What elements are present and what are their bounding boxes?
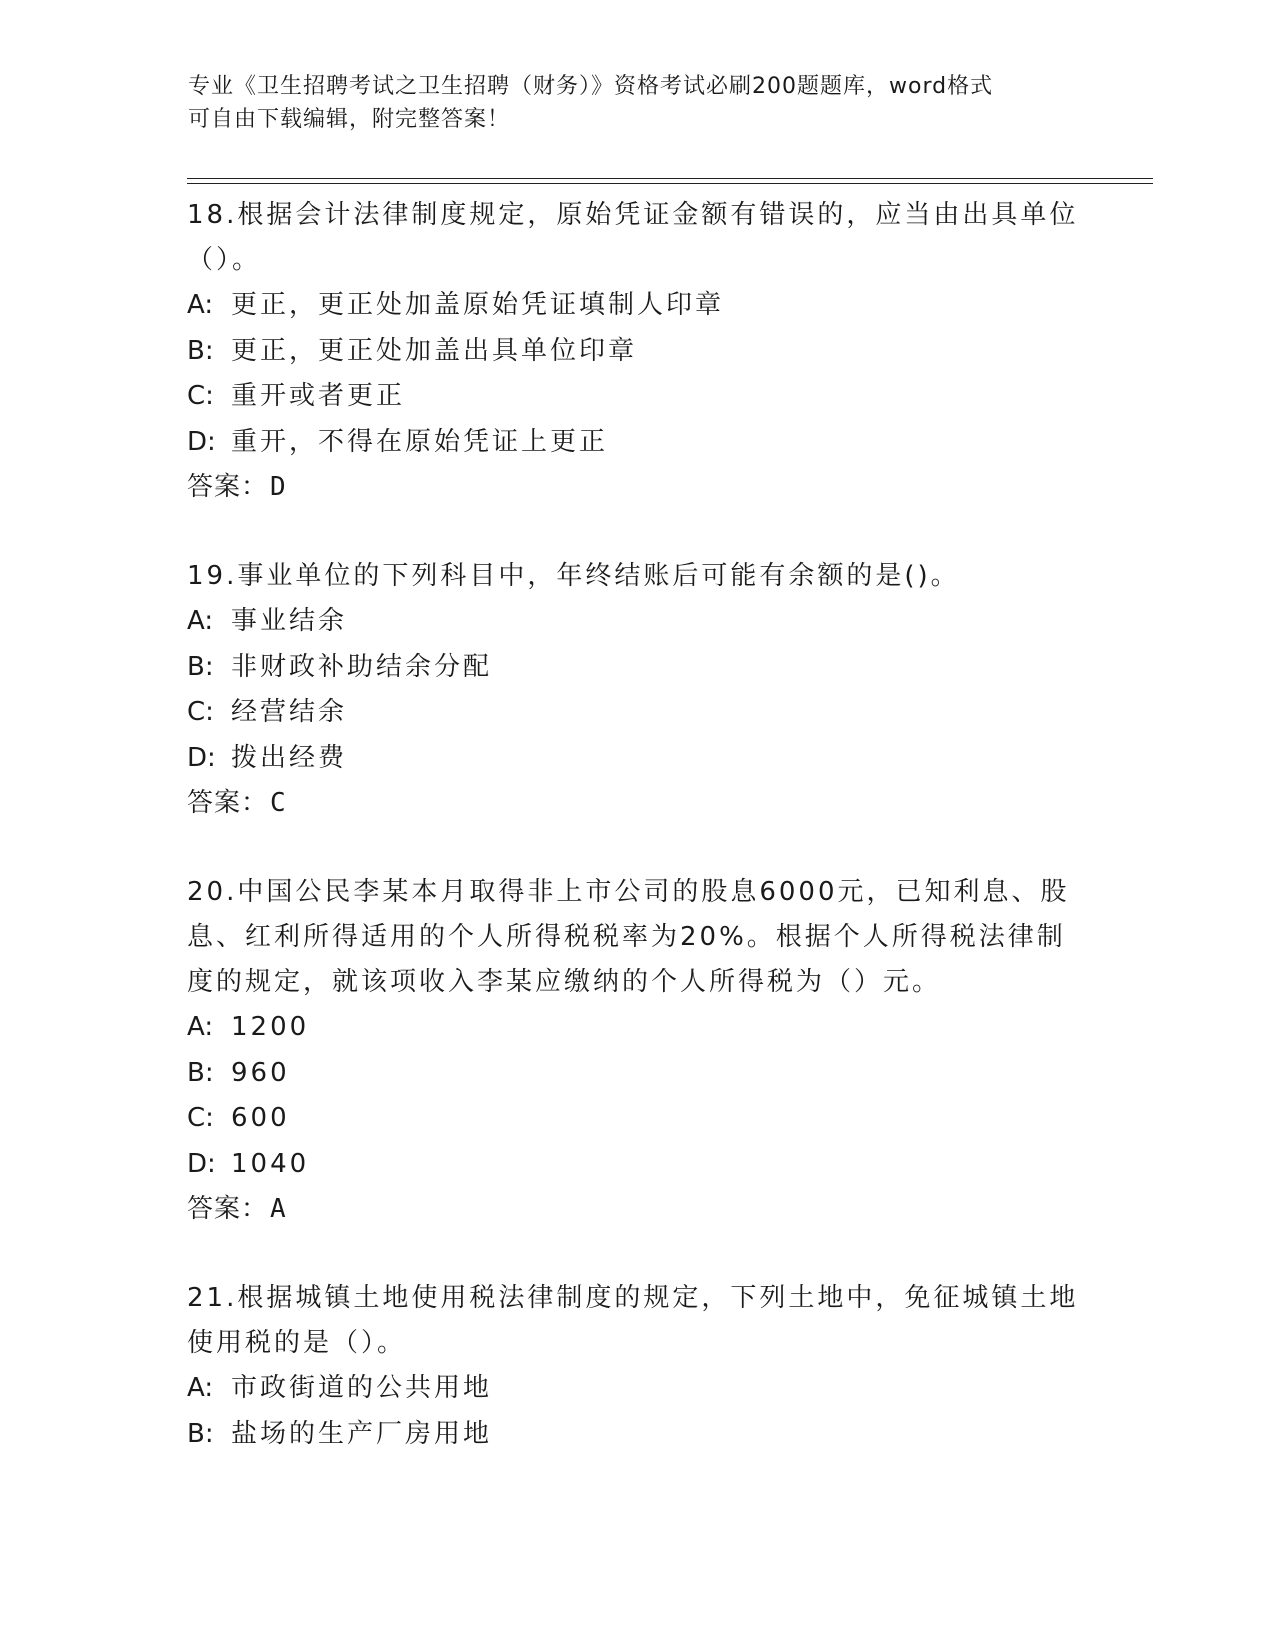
option-letter: D: [187,742,216,773]
option-text: 更正，更正处加盖出具单位印章 [231,335,638,366]
option-c [187,1096,1087,1142]
stem-line: 使用税的是（）。 [187,1328,407,1358]
option-b [187,645,1087,691]
question-stem [187,1276,1087,1366]
option-text: 拨出经费 [231,742,348,773]
question-18 [187,193,1087,510]
option-c [187,374,1087,420]
option-text: 重开或者更正 [231,381,406,411]
option-text: 盐场的生产厂房用地 [231,1418,493,1449]
question-21 [187,1276,1087,1457]
option-text: 事业结余 [231,606,348,636]
option-letter: B: [187,1418,214,1449]
option-text: 960 [231,1057,290,1088]
option-a [187,283,1087,329]
question-stem [187,554,1087,599]
option-d [187,420,1087,466]
answer-label: 答案： [187,788,269,818]
option-letter: D: [187,426,216,457]
stem-line: 19.事业单位的下列科目中，年终结账后可能有余额的是()。 [187,561,960,591]
answer-line [187,781,1087,826]
header-divider-top [187,178,1153,179]
stem-line: 度的规定，就该项收入李某应缴纳的个人所得税为（）元。 [187,967,942,997]
option-a [187,599,1087,645]
answer-label: 答案： [187,1194,269,1224]
option-letter: C: [187,697,214,727]
answer-value: C [270,788,287,818]
header-line-1: 专业《卫生招聘考试之卫生招聘（财务）》资格考试必刷200题题库，word格式 [188,74,994,99]
option-letter: C: [187,381,214,411]
option-letter: A: [187,1012,214,1042]
option-b [187,1051,1087,1097]
option-letter: C: [187,1103,214,1133]
option-text: 经营结余 [231,697,348,727]
option-a [187,1366,1087,1412]
option-letter: D: [187,1148,216,1179]
header-divider-bottom [187,183,1153,184]
option-letter: B: [187,335,214,366]
option-text: 1200 [231,1012,310,1042]
header-line-2: 可自由下载编辑，附完整答案！ [188,107,511,132]
question-list [187,193,1087,1501]
answer-value: A [270,1194,287,1224]
question-stem [187,193,1087,283]
question-19 [187,554,1087,826]
document-header [188,70,1088,136]
answer-line [187,1187,1087,1232]
option-b [187,1412,1087,1458]
option-b [187,329,1087,375]
answer-line [187,465,1087,510]
option-letter: A: [187,1373,214,1403]
option-letter: A: [187,606,214,636]
option-letter: B: [187,651,214,682]
option-text: 1040 [231,1148,310,1179]
option-letter: A: [187,290,214,320]
option-text: 重开，不得在原始凭证上更正 [231,426,609,457]
option-d [187,736,1087,782]
answer-value: D [270,472,287,502]
option-letter: B: [187,1057,214,1088]
option-text: 600 [231,1103,290,1133]
option-c [187,690,1087,736]
stem-line: 20.中国公民李某本月取得非上市公司的股息6000元，已知利息、股 [187,877,1070,907]
option-a [187,1005,1087,1051]
stem-line: （）。 [187,245,262,275]
stem-line: 18.根据会计法律制度规定，原始凭证金额有错误的，应当由出具单位 [187,200,1079,230]
stem-line: 息、红利所得适用的个人所得税税率为20%。根据个人所得税法律制 [187,922,1066,952]
option-text: 市政街道的公共用地 [231,1373,493,1403]
question-stem [187,870,1087,1005]
stem-line: 21.根据城镇土地使用税法律制度的规定，下列土地中，免征城镇土地 [187,1283,1079,1313]
option-d [187,1142,1087,1188]
option-text: 非财政补助结余分配 [231,651,493,682]
question-20 [187,870,1087,1232]
answer-label: 答案： [187,472,269,502]
option-text: 更正，更正处加盖原始凭证填制人印章 [231,290,725,320]
